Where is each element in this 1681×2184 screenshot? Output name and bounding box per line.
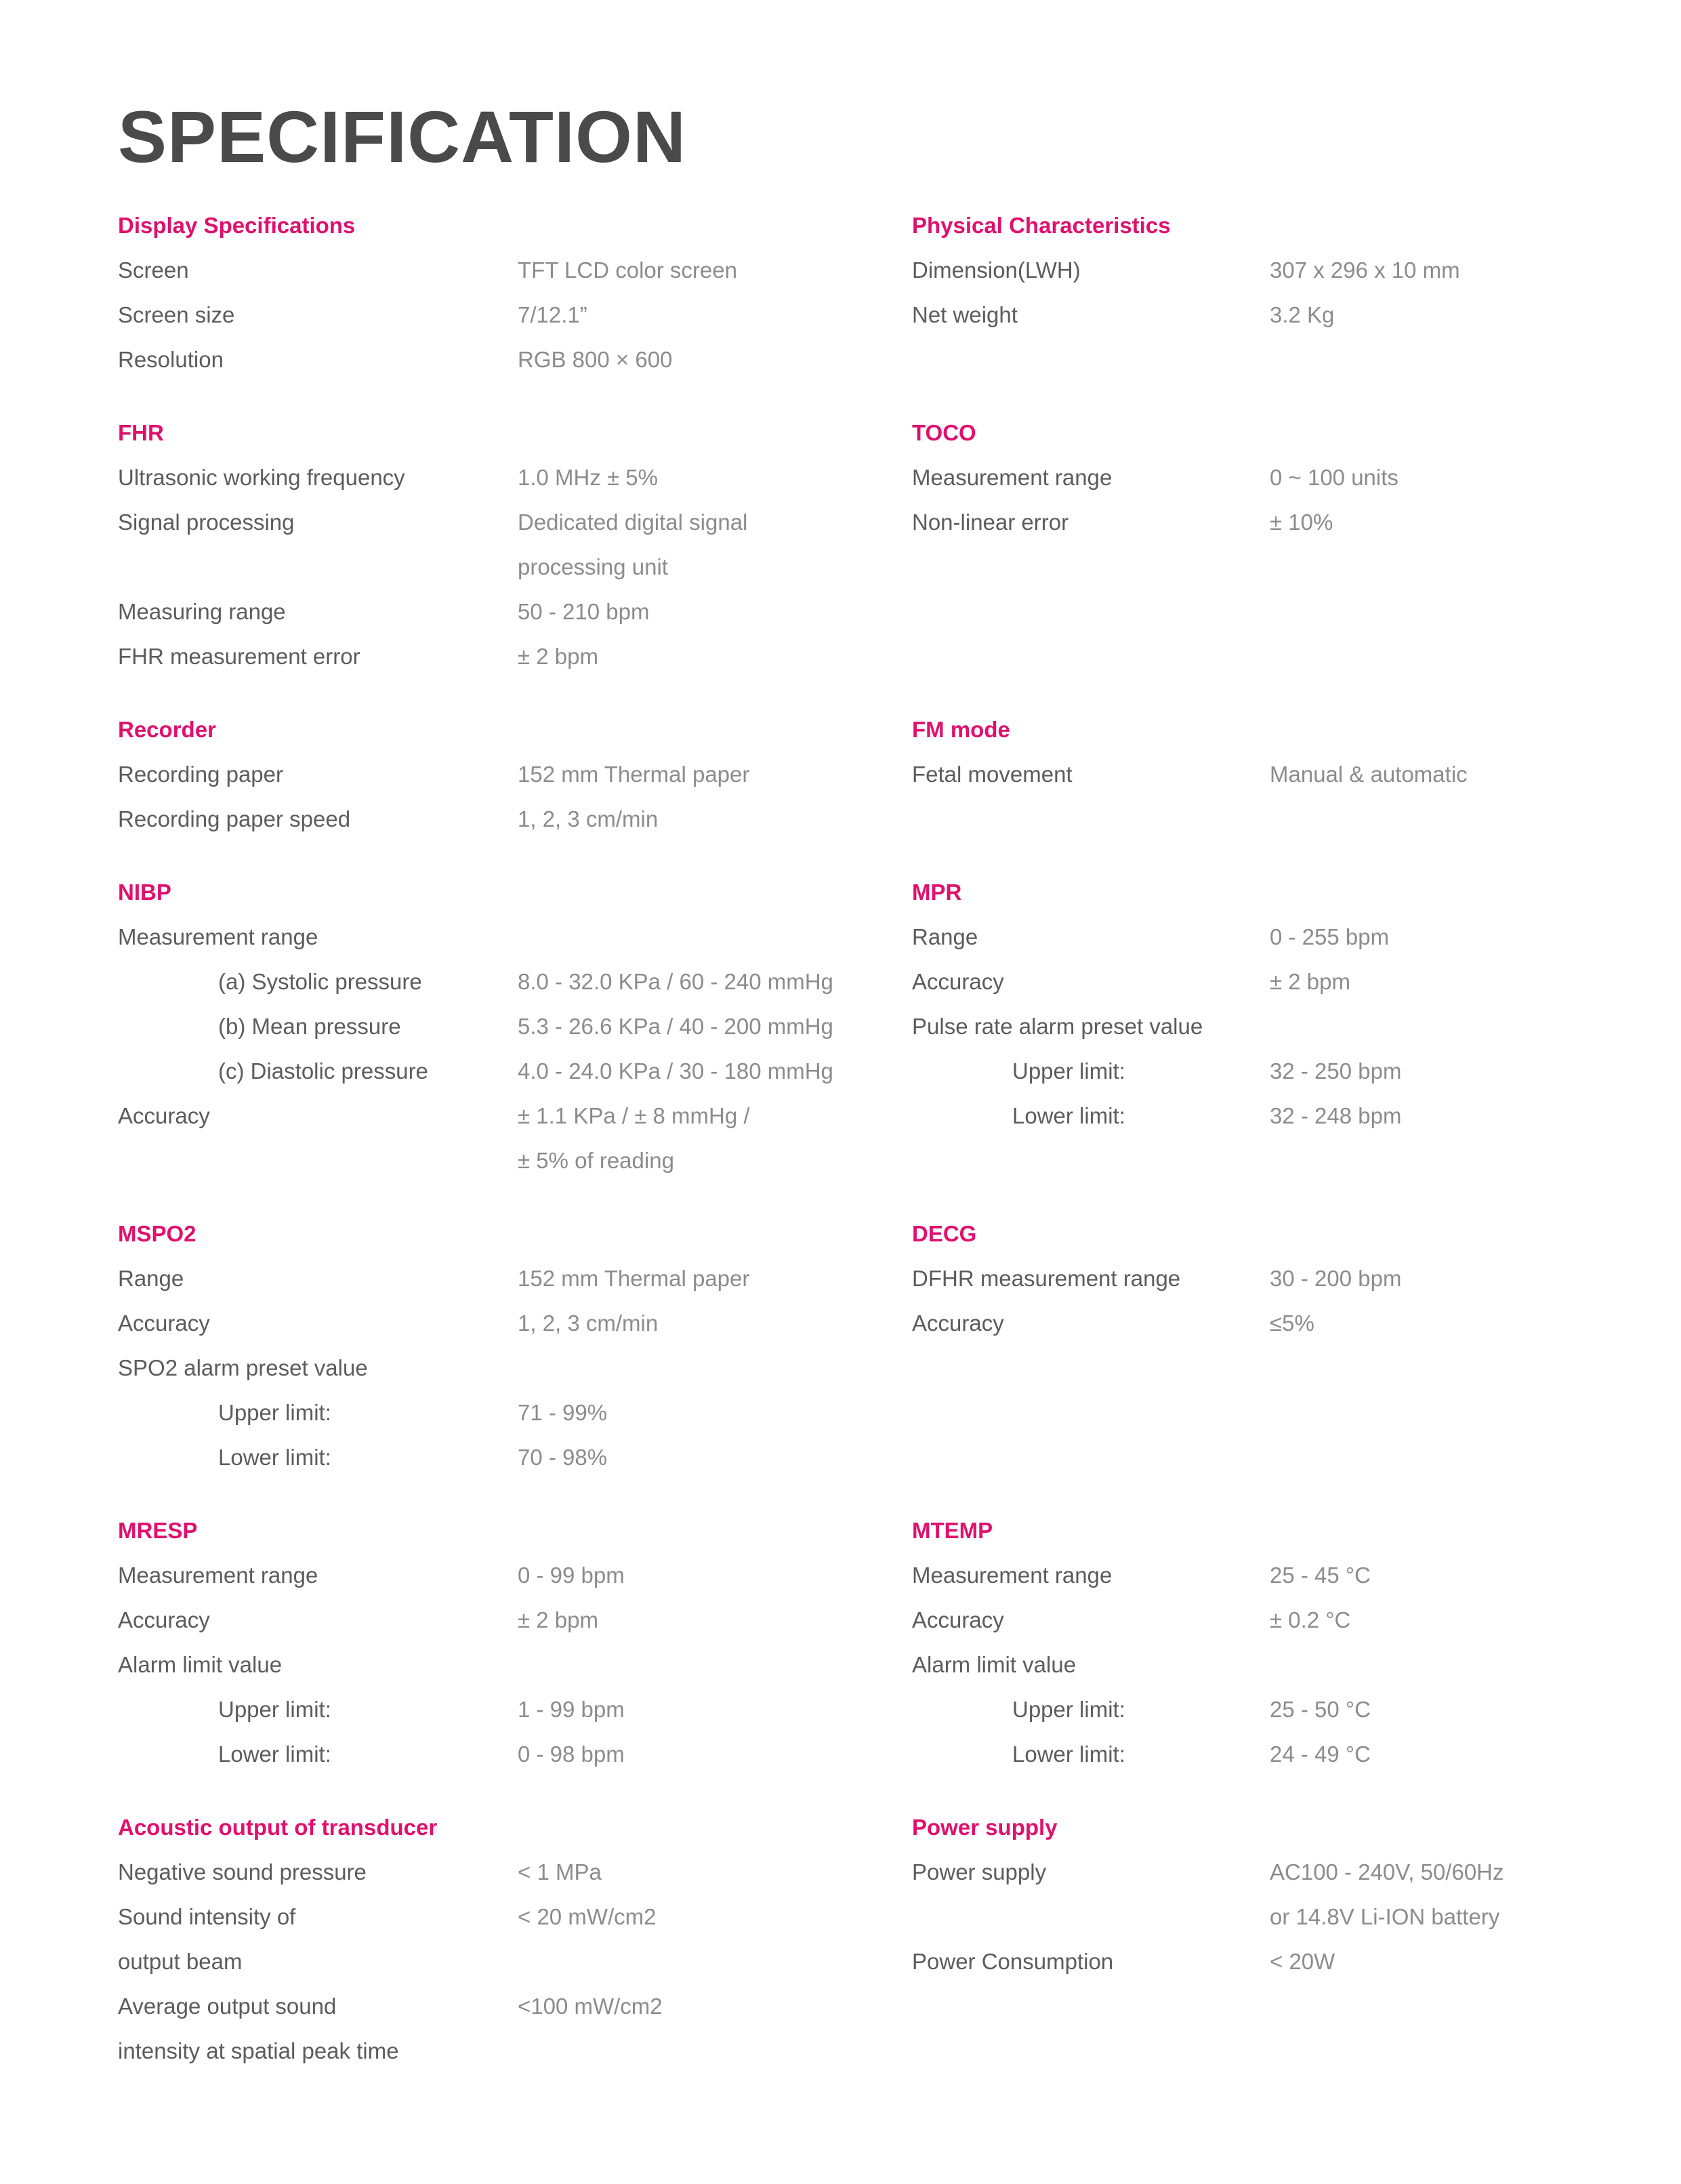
spec-row: [118, 1435, 863, 1480]
spec-value: TFT LCD color screen: [518, 257, 737, 283]
spec-section-display-specifications: [118, 203, 863, 411]
spec-value: AC100 - 240V, 50/60Hz: [1270, 1859, 1504, 1884]
spec-label: Measurement range: [118, 924, 318, 949]
spec-section-mtemp: [912, 1508, 1657, 1805]
spec-value: 307 x 296 x 10 mm: [1270, 257, 1460, 283]
spec-value: 25 - 45 °C: [1270, 1563, 1371, 1588]
spec-label: Alarm limit value: [118, 1652, 283, 1677]
spec-label: Lower limit:: [218, 1445, 331, 1470]
section-spacer: [912, 842, 1657, 870]
spec-row: [912, 1435, 1657, 1480]
spec-row: [912, 248, 1657, 293]
spec-section-mpr: [912, 870, 1657, 1212]
spec-label: Accuracy: [912, 1311, 1004, 1336]
spec-value: 7/12.1”: [518, 302, 587, 327]
spec-label: Screen: [118, 257, 189, 283]
spec-row: [118, 1643, 863, 1687]
spec-row: [912, 960, 1657, 1004]
spec-row: [912, 634, 1657, 679]
spec-row: [912, 1553, 1657, 1598]
spec-section-nibp: [118, 870, 863, 1212]
spec-label: Dimension(LWH): [912, 257, 1081, 283]
section-spacer: [118, 1777, 863, 1805]
section-title: MRESP: [118, 1518, 198, 1543]
spec-value: 30 - 200 bpm: [1270, 1266, 1402, 1291]
spec-row: [912, 1346, 1657, 1390]
spec-row: [912, 1301, 1657, 1346]
spec-row: [912, 337, 1657, 382]
spec-row: [912, 1138, 1657, 1183]
spec-value: 0 ~ 100 units: [1270, 465, 1398, 490]
spec-label: Accuracy: [118, 1607, 210, 1632]
spec-label: Lower limit:: [1012, 1742, 1125, 1767]
spec-label: Negative sound pressure: [118, 1859, 367, 1884]
page-title: SPECIFICATION: [118, 96, 687, 178]
spec-value: ± 2 bpm: [518, 644, 598, 669]
spec-row: [118, 1049, 863, 1094]
spec-label: Upper limit:: [218, 1400, 331, 1425]
spec-row: [118, 455, 863, 500]
spec-value: 0 - 98 bpm: [518, 1742, 625, 1767]
spec-row: [912, 797, 1657, 842]
section-title: Physical Characteristics: [912, 213, 1171, 238]
spec-section-fhr: [118, 411, 863, 707]
section-spacer: [912, 382, 1657, 411]
spec-value: ± 2 bpm: [1270, 969, 1350, 994]
spec-row: [118, 1346, 863, 1390]
spec-row: [118, 1850, 863, 1895]
spec-label: Resolution: [118, 347, 224, 372]
spec-row: [118, 590, 863, 634]
spec-label: Power Consumption: [912, 1949, 1114, 1974]
section-title: NIBP: [118, 880, 171, 905]
spec-label: (c) Diastolic pressure: [218, 1058, 428, 1084]
spec-row: [912, 1850, 1657, 1895]
section-title: FM mode: [912, 717, 1010, 742]
spec-row: [912, 590, 1657, 634]
spec-value: or 14.8V Li-ION battery: [1270, 1904, 1500, 1929]
spec-value: 0 - 99 bpm: [518, 1563, 625, 1588]
spec-row: [118, 1004, 863, 1049]
spec-row: [118, 960, 863, 1004]
section-spacer: [118, 842, 863, 870]
spec-row: [912, 915, 1657, 960]
spec-row: [912, 1390, 1657, 1435]
section-spacer: [118, 679, 863, 707]
spec-label: Pulse rate alarm preset value: [912, 1014, 1203, 1039]
spec-row: [912, 1687, 1657, 1732]
spec-value: 152 mm Thermal paper: [518, 1266, 750, 1291]
spec-label: Accuracy: [912, 1607, 1004, 1632]
spec-label: Non-linear error: [912, 510, 1069, 535]
spec-value: 32 - 248 bpm: [1270, 1103, 1402, 1128]
spec-label: (b) Mean pressure: [218, 1014, 401, 1039]
spec-value: <100 mW/cm2: [518, 1994, 663, 2019]
spec-row: [118, 500, 863, 545]
spec-label: Sound intensity of: [118, 1904, 296, 1929]
spec-row: [118, 634, 863, 679]
spec-label: Range: [912, 924, 978, 949]
spec-label: Measurement range: [912, 1563, 1113, 1588]
section-title: Display Specifications: [118, 213, 356, 238]
spec-row: [118, 2029, 863, 2074]
spec-row: [912, 545, 1657, 590]
spec-row: [912, 1598, 1657, 1643]
spec-row: [118, 1138, 863, 1183]
spec-row: [118, 545, 863, 590]
spec-label: Accuracy: [118, 1311, 210, 1336]
spec-value: ≤5%: [1270, 1311, 1314, 1336]
spec-row: [912, 1094, 1657, 1138]
spec-value: 25 - 50 °C: [1270, 1697, 1371, 1722]
spec-row: [912, 500, 1657, 545]
spec-row: [912, 1939, 1657, 1984]
spec-value: 8.0 - 32.0 KPa / 60 - 240 mmHg: [518, 969, 833, 994]
spec-row: [912, 1004, 1657, 1049]
spec-value: ± 2 bpm: [518, 1607, 598, 1632]
spec-value: 0 - 255 bpm: [1270, 924, 1390, 949]
spec-row: [118, 1256, 863, 1301]
spec-label: Lower limit:: [1012, 1103, 1125, 1128]
spec-value: < 1 MPa: [518, 1859, 602, 1884]
spec-value: 3.2 Kg: [1270, 302, 1335, 327]
spec-label: Average output sound: [118, 1994, 337, 2019]
spec-section-mspo2: [118, 1212, 863, 1508]
spec-value: 152 mm Thermal paper: [518, 762, 750, 787]
spec-value: processing unit: [518, 554, 668, 579]
spec-value: 4.0 - 24.0 KPa / 30 - 180 mmHg: [518, 1058, 833, 1084]
spec-section-recorder: [118, 707, 863, 870]
spec-label: Measurement range: [118, 1563, 318, 1588]
spec-label: Signal processing: [118, 510, 295, 535]
spec-value: ± 1.1 KPa / ± 8 mmHg /: [518, 1103, 750, 1128]
spec-value: < 20 mW/cm2: [518, 1904, 657, 1929]
spec-row: [118, 752, 863, 797]
spec-row: [912, 1643, 1657, 1687]
section-spacer: [912, 679, 1657, 707]
section-title: TOCO: [912, 420, 976, 445]
section-title: Acoustic output of transducer: [118, 1815, 438, 1840]
spec-section-physical-characteristics: [912, 203, 1657, 411]
spec-value: 24 - 49 °C: [1270, 1742, 1371, 1767]
spec-label: Range: [118, 1266, 184, 1291]
section-title: DECG: [912, 1221, 977, 1246]
spec-row: [118, 1598, 863, 1643]
spec-label: Measurement range: [912, 465, 1113, 490]
spec-value: ± 0.2 °C: [1270, 1607, 1351, 1632]
spec-row: [118, 337, 863, 382]
section-spacer: [912, 1183, 1657, 1212]
spec-value: 1, 2, 3 cm/min: [518, 806, 659, 831]
section-spacer: [912, 1480, 1657, 1508]
spec-label: DFHR measurement range: [912, 1266, 1181, 1291]
section-title: Recorder: [118, 717, 216, 742]
spec-row: [912, 293, 1657, 337]
spec-value: 70 - 98%: [518, 1445, 608, 1470]
section-spacer: [118, 1183, 863, 1212]
section-spacer: [912, 1777, 1657, 1805]
section-spacer: [118, 382, 863, 411]
spec-section-decg: [912, 1212, 1657, 1508]
spec-value: 50 - 210 bpm: [518, 599, 650, 624]
spec-value: 1 - 99 bpm: [518, 1697, 625, 1722]
spec-value: < 20W: [1270, 1949, 1335, 1974]
spec-label: Power supply: [912, 1859, 1047, 1884]
spec-label: Recording paper speed: [118, 806, 351, 831]
section-title: MTEMP: [912, 1518, 993, 1543]
section-title: Power supply: [912, 1815, 1058, 1840]
spec-row: [118, 1687, 863, 1732]
spec-value: 5.3 - 26.6 KPa / 40 - 200 mmHg: [518, 1014, 833, 1039]
spec-label: Screen size: [118, 302, 235, 327]
spec-section-toco: [912, 411, 1657, 707]
spec-section-mresp: [118, 1508, 863, 1805]
spec-row: [118, 915, 863, 960]
spec-label: (a) Systolic pressure: [218, 969, 422, 994]
spec-row: [912, 1895, 1657, 1939]
spec-label: Fetal movement: [912, 762, 1073, 787]
spec-row: [118, 248, 863, 293]
spec-row: [912, 1256, 1657, 1301]
spec-row: [912, 752, 1657, 797]
left-column: [118, 203, 863, 2074]
spec-value: ± 10%: [1270, 510, 1333, 535]
spec-value: Manual & automatic: [1270, 762, 1468, 787]
spec-label: Lower limit:: [218, 1742, 331, 1767]
spec-row: [118, 1939, 863, 1984]
spec-section-fm-mode: [912, 707, 1657, 870]
spec-label: output beam: [118, 1949, 243, 1974]
spec-value: 71 - 99%: [518, 1400, 608, 1425]
spec-row: [118, 1094, 863, 1138]
spec-value: 1, 2, 3 cm/min: [518, 1311, 659, 1336]
spec-row: [912, 455, 1657, 500]
spec-row: [118, 1895, 863, 1939]
section-title: MPR: [912, 880, 962, 905]
spec-label: intensity at spatial peak time: [118, 2038, 399, 2063]
spec-label: Accuracy: [118, 1103, 210, 1128]
spec-row: [118, 1732, 863, 1777]
right-column: [912, 203, 1657, 1984]
spec-value: 1.0 MHz ± 5%: [518, 465, 659, 490]
spec-label: Accuracy: [912, 969, 1004, 994]
section-title: MSPO2: [118, 1221, 196, 1246]
spec-row: [118, 1390, 863, 1435]
spec-label: Recording paper: [118, 762, 283, 787]
spec-label: Measuring range: [118, 599, 286, 624]
spec-section-power-supply: [912, 1805, 1657, 1984]
spec-label: Alarm limit value: [912, 1652, 1077, 1677]
spec-label: FHR measurement error: [118, 644, 360, 669]
spec-row: [118, 1301, 863, 1346]
spec-value: 32 - 250 bpm: [1270, 1058, 1402, 1084]
spec-label: Net weight: [912, 302, 1018, 327]
spec-label: Upper limit:: [218, 1697, 331, 1722]
spec-row: [118, 293, 863, 337]
spec-row: [912, 1049, 1657, 1094]
spec-section-acoustic-output-of-transducer: [118, 1805, 863, 2074]
spec-value: Dedicated digital signal: [518, 510, 748, 535]
spec-label: SPO2 alarm preset value: [118, 1355, 368, 1380]
section-spacer: [118, 1480, 863, 1508]
spec-label: Upper limit:: [1012, 1697, 1125, 1722]
spec-label: Ultrasonic working frequency: [118, 465, 405, 490]
section-title: FHR: [118, 420, 164, 445]
spec-row: [912, 1732, 1657, 1777]
spec-row: [118, 797, 863, 842]
spec-label: Upper limit:: [1012, 1058, 1125, 1084]
spec-value: RGB 800 × 600: [518, 347, 673, 372]
spec-row: [118, 1984, 863, 2029]
spec-value: ± 5% of reading: [518, 1148, 674, 1173]
spec-row: [118, 1553, 863, 1598]
